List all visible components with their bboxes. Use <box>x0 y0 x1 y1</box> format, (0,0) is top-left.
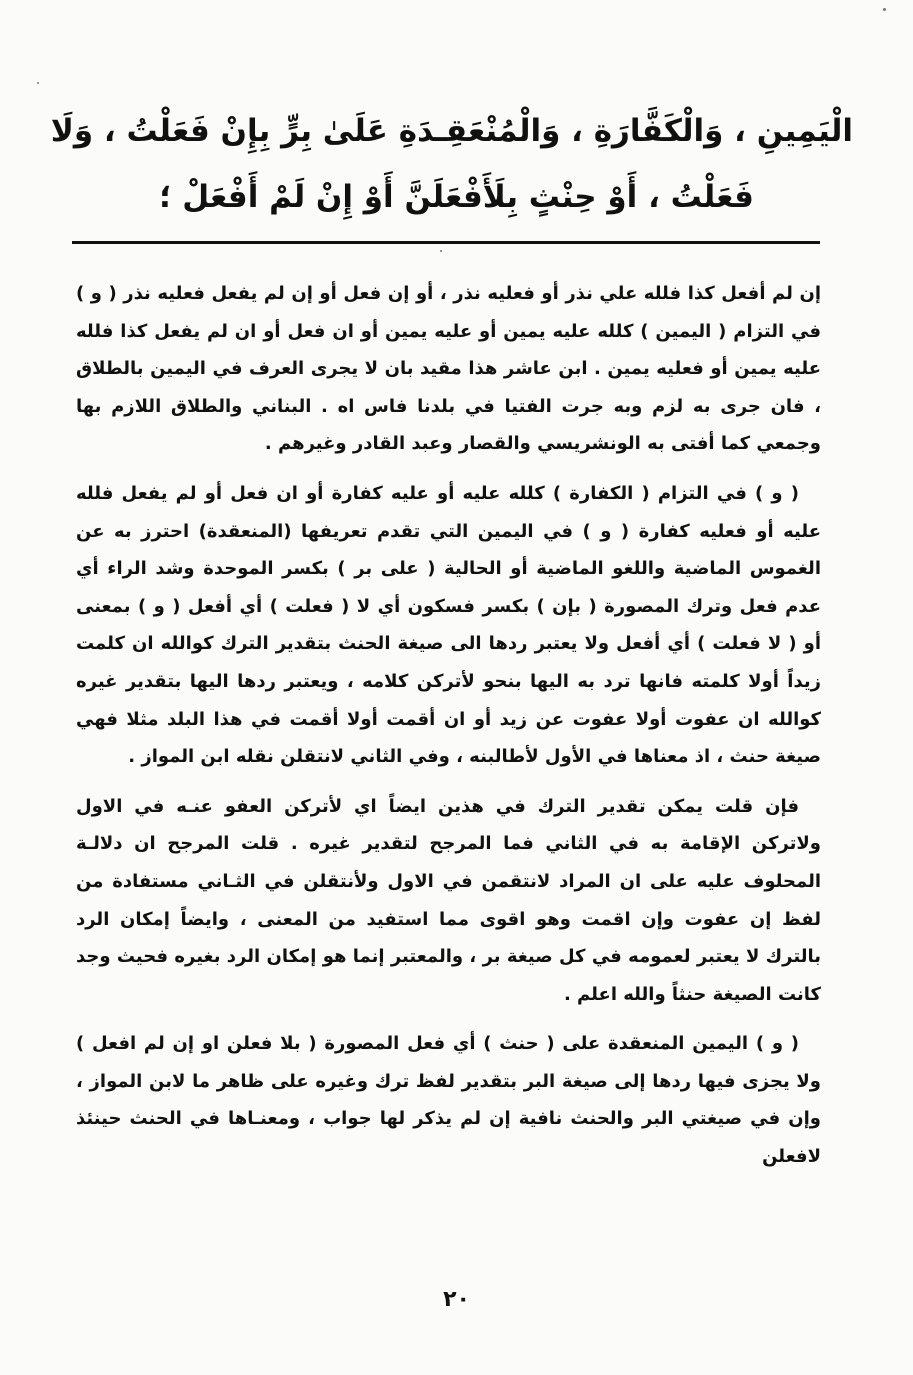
matn-line-2: فَعَلْتُ ، أَوْ حِنْثٍ بِلَأَفْعَلَنَّ أَوْ إِنْ لَمْ أَفْعَلْ ؛ <box>159 179 754 215</box>
paragraph: إن لم أفعل كذا فلله علي نذر أو فعليه نذر ، أو إن فعل أو إن لم يفعل فعليه نذر ( و ) في التزام ( اليمين ) كلله عليه يمين أو عليه يمين أو ان فعل أو ان لم يفعل كذا فلله عليه يمين أو فعليه يمين . ابن عاشر هذا مقيد بان لا يجرى العرف في اليمين بالطلاق ، فان جرى به لزم وبه جرت الفتيا في بلدنا فاس اه . البناني والطلاق اللازم بها وجمعي كما أفتى به الونشريسي والقصار وعبد القادر وغيرهم . <box>76 283 821 455</box>
scan-speck <box>440 250 442 252</box>
matn-header <box>50 98 853 230</box>
paragraph: فإن قلت يمكن تقدير الترك في هذين ايضاً اي لأتركن العفو عنـه في الاول ولاتركن الإقامة به في الثاني فما المرجح لتقدير غيره . قلت المرجح ان دلالـة المحلوف عليه على ان المراد لانتقمن في الاول ولأنتقلن في الثـاني مستفادة من لفظ إن عفوت وإن اقمت وهو اقوى مما استفيد من المعنى ، وايضاً إمكان الرد بالترك لا يعتبر لعمومه في كل صيغة بر ، والمعتبر إنما هو إمكان الرد بغيره فحيث وجد كانت الصيغة حنثاً والله اعلم . <box>76 795 821 1005</box>
scan-speck <box>37 82 39 84</box>
header-divider <box>72 241 820 244</box>
paragraph: ( و ) اليمين المنعقدة على ( حنث ) أي فعل المصورة ( بلا فعلن او إن لم افعل ) ولا يجزى فيها ردها إلى صيغة البر بتقدير لفظ ترك وغيره على ظاهر ما لابن المواز ، وإن في صيغتي البر والحنث نافية إن لم يذكر لها جواب ، ومعنـاها في الحنث حينئذ لافعلن <box>76 1033 821 1168</box>
matn-line-1: الْيَمِينِ ، وَالْكَفَّارَةِ ، وَالْمُنْعَقِـدَةِ عَلَىٰ بِرٍّ بِإِنْ فَعَلْتُ ، وَلَا <box>50 113 853 149</box>
paragraph: ( و ) في التزام ( الكفارة ) كلله عليه أو عليه كفارة أو ان فعل أو لم يفعل فلله عليه أو فعليه كفارة ( و ) في اليمين التي تقدم تعريفها (المنعقدة) احترز به عن الغموس الماضية واللغو الماضية أو الحالية ( على بر ) بكسر الموحدة وشد الراء أي عدم فعل وترك المصورة ( بإن ) بكسر فسكون أي لا ( فعلت ) أي أفعل ( و ) بمعنى أو ( لا فعلت ) أي أفعل ولا يعتبر ردها الى صيغة الحنث بتقدير الترك كوالله ان كلمت زيداً أولا كلمته فانها ترد به اليها بنحو لأتركن كلامه ، ويعتبر ردها اليها بتقدير غيره كوالله ان عفوت أولا عفوت عن زيد أو ان أقمت أولا أقمت في هذا البلد مثلا فهي صيغة حنث ، اذ معناها في الأول لأطالبنه ، وفي الثاني لانتقلن نقله ابن المواز . <box>76 482 821 768</box>
page-number: ٢٠ <box>443 1287 470 1312</box>
commentary-body <box>76 275 821 1188</box>
scan-speck <box>883 8 886 11</box>
